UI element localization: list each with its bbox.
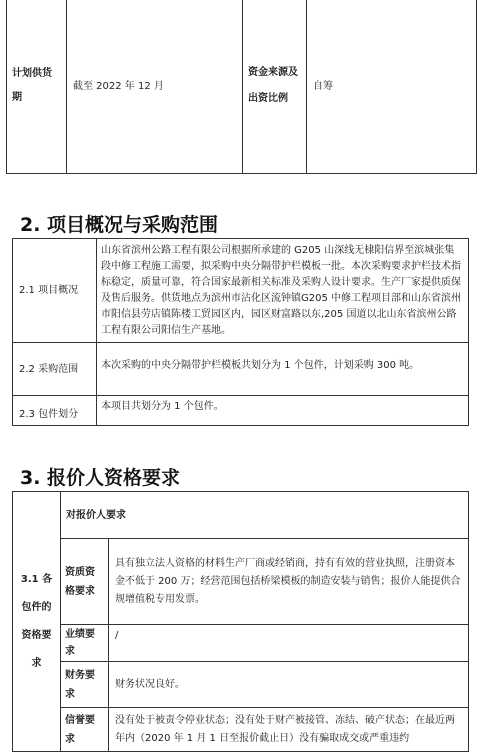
section3-heading: 3. 报价人资格要求 (20, 467, 181, 489)
qualification-req-text: 具有独立法人资格的材料生产厂商或经销商，持有有效的营业执照，注册资本金不低于 200 万；经营范围包括桥梁模板的制造安装与销售；报价人能提供合规增值税专用发票。 (109, 539, 469, 625)
performance-req-label: 业绩要求 (61, 625, 109, 662)
bidder-requirements-header: 对报价人要求 (61, 492, 469, 539)
package-label: 2.3 包件划分 (13, 396, 97, 426)
supply-period-value: 截至 2022 年 12 月 (67, 0, 243, 174)
qualification-req-label: 资质资格要求 (61, 539, 109, 625)
overview-text: 山东省滨州公路工程有限公司根据所承建的 G205 山深线无棣阳信界至滨城张集段中修工程施工需要，拟采购中央分隔带护栏模板一批。本次采购要求护栏技术指标稳定，质量可靠，符合国家最新相关标准及采购人设计要求。生产厂家提供质保及售后服务。供货地点为滨州市沾化区流钟镇G205 中修工程项目部和山东省滨州市阳信县劳店镇陈楼工贸园区内，园区财富路以东,205 国道以北山东省滨州公路工程有限公司阳信生产基地。 (97, 239, 469, 343)
financial-req-label: 财务要求 (61, 662, 109, 708)
fund-source-label: 资金来源及出资比例 (243, 0, 307, 174)
financial-req-text: 财务状况良好。 (109, 662, 469, 708)
package-text: 本项目共划分为 1 个包件。 (97, 396, 469, 426)
overview-label: 2.1 项目概况 (13, 239, 97, 343)
section2-heading: 2. 项目概况与采购范围 (20, 214, 219, 236)
top-table (6, 0, 477, 174)
supply-period-label: 计划供货期 (7, 0, 67, 174)
section3-table (12, 491, 469, 752)
scope-label: 2.2 采购范围 (13, 343, 97, 396)
credit-req-label: 信誉要求 (61, 708, 109, 752)
fund-source-value: 自筹 (307, 0, 477, 174)
credit-req-text: 没有处于被责令停业状态；没有处于财产被接管、冻结、破产状态；在最近两年内（2020 年 1 月 1 日至报价截止日）没有骗取成交或严重违约 (109, 708, 469, 752)
scope-text: 本次采购的中央分隔带护栏模板共划分为 1 个包件，计划采购 300 吨。 (97, 343, 469, 396)
section2-table (12, 238, 469, 426)
qualification-label: 3.1 各包件的资格要求 (13, 492, 61, 752)
performance-req-text: / (109, 625, 469, 662)
